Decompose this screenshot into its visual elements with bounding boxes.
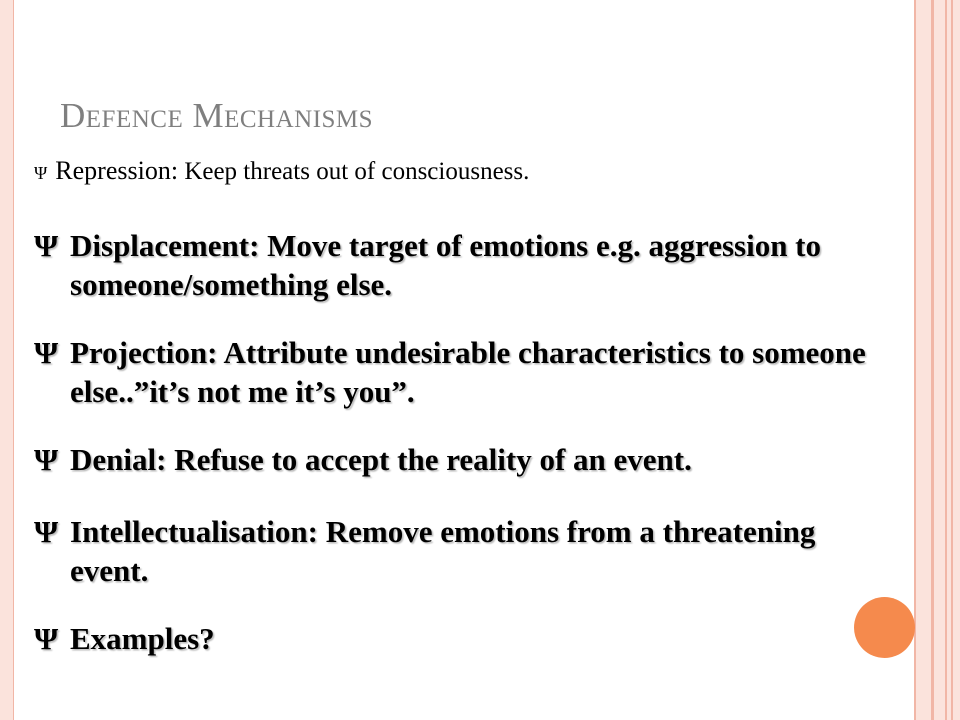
intro-definition: Keep threats out of consciousness. <box>178 158 530 185</box>
psi-bullet-icon: Ψ <box>34 335 59 370</box>
intro-term: Repression <box>55 156 171 185</box>
bullet-text: Displacement: Move target of emotions e.g. aggression to someone/something else. <box>70 228 822 302</box>
decorative-circle <box>854 597 915 658</box>
right-frame-border <box>914 0 960 720</box>
frame-line <box>951 0 953 720</box>
bullet-item-examples <box>34 619 894 658</box>
left-frame-border <box>0 0 14 720</box>
bullet-text: Denial: Refuse to accept the reality of an event. <box>70 442 692 477</box>
frame-line <box>945 0 947 720</box>
bullet-item-denial <box>34 440 894 479</box>
bullet-item-projection <box>34 333 894 411</box>
bullet-item-intellectualisation <box>34 512 894 590</box>
frame-line <box>931 0 934 720</box>
slide-title: Defence Mechanisms <box>60 96 374 135</box>
intro-bullet-repression <box>34 156 529 186</box>
psi-bullet-icon: Ψ <box>34 621 59 656</box>
psi-bullet-icon: Ψ <box>34 163 48 183</box>
frame-line <box>914 0 916 720</box>
bullet-text: Intellectualisation: Remove emotions from a threatening event. <box>70 514 816 588</box>
psi-bullet-icon: Ψ <box>34 442 59 477</box>
bullet-list <box>34 226 894 687</box>
intro-colon: : <box>170 156 179 185</box>
bullet-text: Examples? <box>70 621 215 656</box>
psi-bullet-icon: Ψ <box>34 514 59 549</box>
bullet-text: Projection: Attribute undesirable characteristics to someone else..”it’s not me it’s you”. <box>70 335 866 409</box>
psi-bullet-icon: Ψ <box>34 228 59 263</box>
bullet-item-displacement <box>34 226 894 304</box>
